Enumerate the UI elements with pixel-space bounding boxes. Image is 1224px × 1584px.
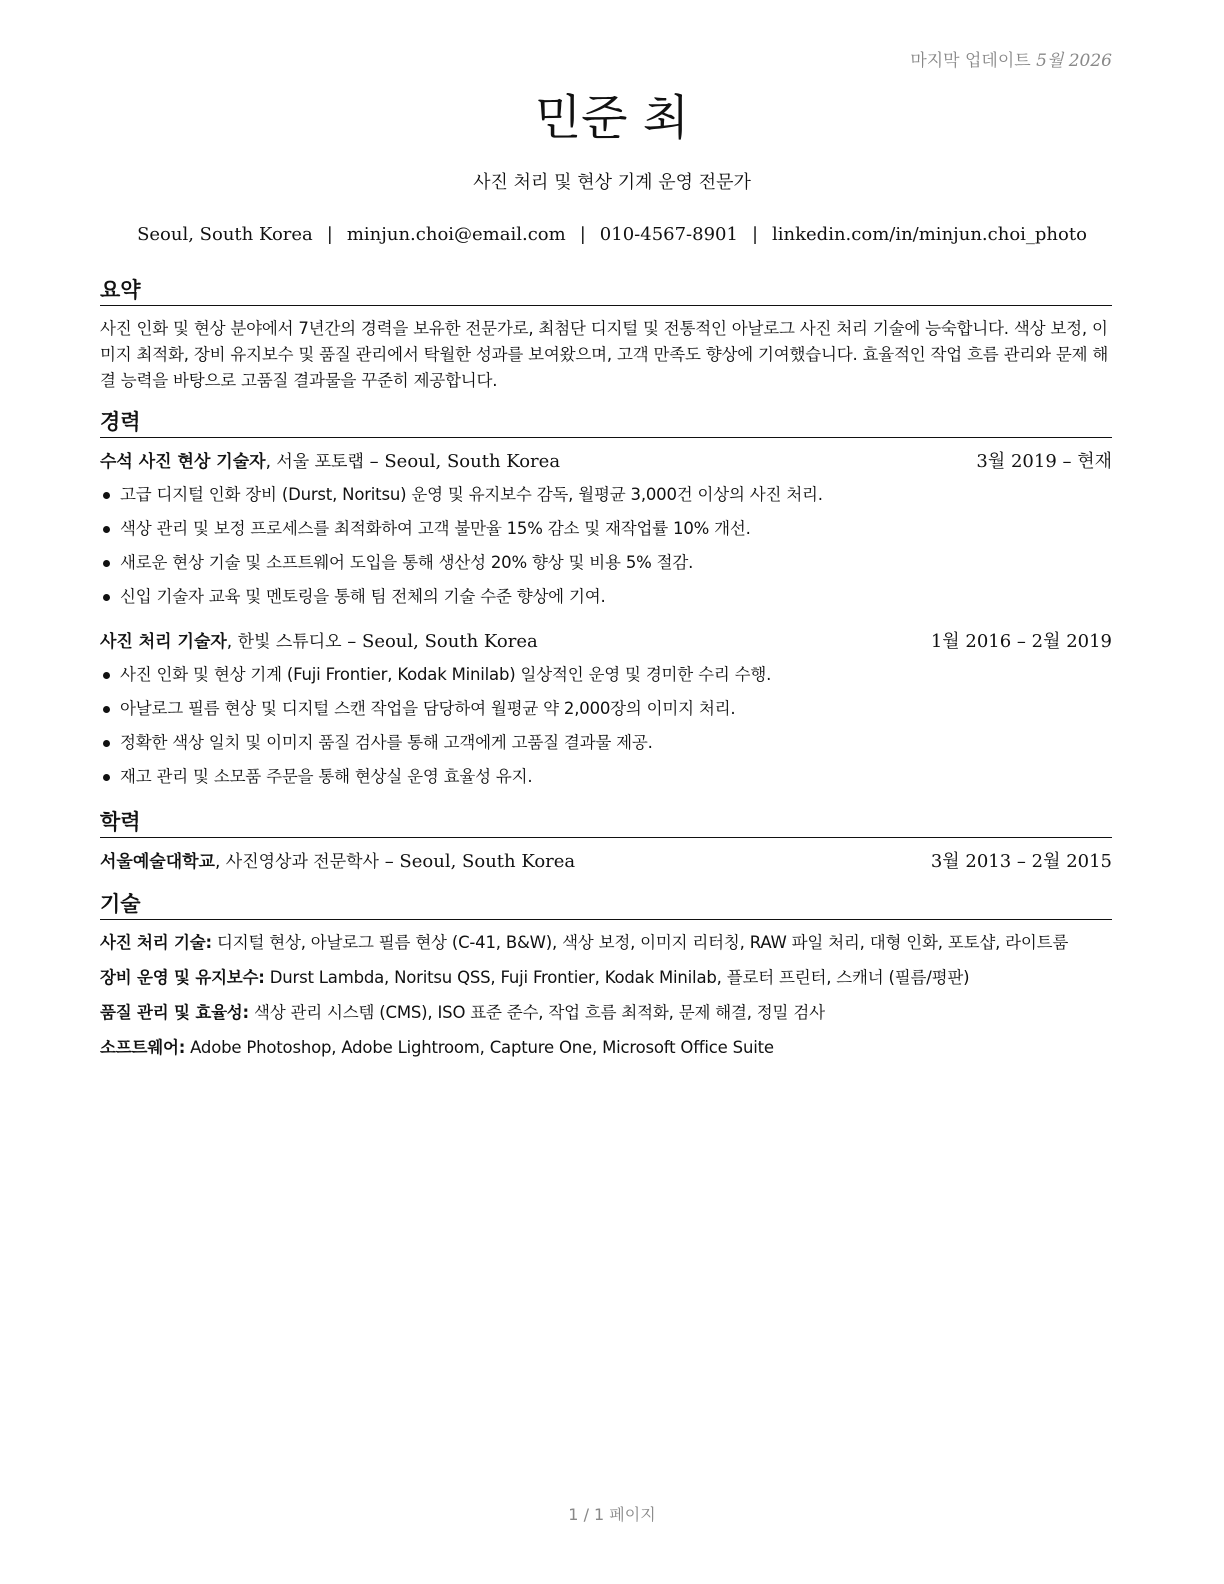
job-bullet: 새로운 현상 기술 및 소프트웨어 도입을 통해 생산성 20% 향상 및 비용 5% 절감.: [100, 546, 1112, 580]
summary-text: 사진 인화 및 현상 분야에서 7년간의 경력을 보유한 전문가로, 최첨단 디지털 및 전통적인 아날로그 사진 처리 기술에 능숙합니다. 색상 보정, 이미지 최적화, 장비 유지보수 및 품질 관리에서 탁월한 성과를 보여왔으며, 고객 만족도 향상에 기여했습니다. 효율적인 작업 흐름 관리와 문제 해결 능력을 바탕으로 고품질 결과물을 꾸준히 제공합니다.: [100, 319, 1109, 390]
contact-location: Seoul, South Korea: [137, 224, 313, 245]
skill-item: [100, 930, 1112, 956]
job-role: 사진 처리 기술자: [100, 632, 227, 652]
skill-value: 색상 관리 시스템 (CMS), ISO 표준 준수, 작업 흐름 최적화, 문제 해결, 정밀 검사: [248, 1003, 825, 1022]
contact-line: [0, 222, 1224, 248]
job-title-line: [100, 448, 560, 476]
skill-label: 소프트웨어:: [100, 1038, 186, 1057]
job-role: 수석 사진 현상 기술자: [100, 452, 266, 472]
last-updated-label: 마지막 업데이트: [910, 51, 1031, 71]
page-number: 1 / 1 페이지: [568, 1505, 656, 1524]
job-company: , 한빛 스튜디오: [226, 632, 342, 652]
job-bullet: 재고 관리 및 소모품 주문을 통해 현상실 운영 효율성 유지.: [100, 760, 1112, 794]
contact-separator: |: [326, 224, 333, 245]
last-updated-month: 5월: [1036, 51, 1064, 71]
skill-label: 품질 관리 및 효율성:: [100, 1003, 249, 1022]
job-company: , 서울 포토랩: [265, 452, 364, 472]
education-dates: 3월 2013 – 2월 2015: [930, 851, 1112, 872]
skill-value: Durst Lambda, Noritsu QSS, Fuji Frontier, Kodak Minilab, 플로터 프린터, 스캐너 (필름/평판): [264, 968, 970, 987]
experience-heading: 경력: [100, 408, 1112, 438]
job-bullet: 고급 디지털 인화 장비 (Durst, Noritsu) 운영 및 유지보수 감독, 월평균 3,000건 이상의 사진 처리.: [100, 478, 1112, 512]
contact-separator: |: [751, 224, 759, 245]
job-header: [100, 448, 1112, 476]
job-location: – Seoul, South Korea: [341, 631, 538, 652]
job-location: – Seoul, South Korea: [363, 451, 561, 472]
job-bullets: [100, 658, 1112, 794]
resume-body: [100, 276, 1112, 1070]
job-dates: 1월 2016 – 2월 2019: [930, 631, 1112, 652]
job-bullet: 사진 인화 및 현상 기계 (Fuji Frontier, Kodak Minilab) 일상적인 운영 및 경미한 수리 수행.: [100, 658, 1112, 692]
skills-heading: 기술: [100, 890, 1112, 920]
education-heading: 학력: [100, 808, 1112, 838]
job-bullets: [100, 478, 1112, 614]
job-header: [100, 628, 1112, 656]
contact-linkedin[interactable]: linkedin.com/in/minjun.choi_photo: [772, 224, 1087, 245]
candidate-name: 민준 최: [534, 90, 690, 146]
job-bullet: 신입 기술자 교육 및 멘토링을 통해 팀 전체의 기술 수준 향상에 기여.: [100, 580, 1112, 614]
education-location: – Seoul, South Korea: [378, 851, 576, 872]
job-entry: [100, 448, 1112, 614]
job-bullet: 색상 관리 및 보정 프로세스를 최적화하여 고객 불만율 15% 감소 및 재작업률 10% 개선.: [100, 512, 1112, 546]
skill-item: [100, 1035, 1112, 1061]
skill-value: Adobe Photoshop, Adobe Lightroom, Capture One, Microsoft Office Suite: [185, 1038, 774, 1057]
last-updated-year: 2026: [1068, 51, 1112, 71]
contact-separator: |: [579, 224, 586, 245]
skill-label: 사진 처리 기술:: [100, 933, 212, 952]
contact-phone[interactable]: 010-4567-8901: [599, 224, 738, 245]
summary-heading: 요약: [100, 276, 1112, 306]
candidate-tagline: 사진 처리 및 현상 기계 운영 전문가: [473, 172, 751, 193]
job-title-line: [100, 628, 538, 656]
job-bullet: 정확한 색상 일치 및 이미지 품질 검사를 통해 고객에게 고품질 결과물 제공.: [100, 726, 1112, 760]
skill-label: 장비 운영 및 유지보수:: [100, 968, 265, 987]
education-entry: [100, 848, 1112, 876]
education-degree: , 사진영상과 전문학사: [214, 852, 379, 872]
contact-email[interactable]: minjun.choi@email.com: [346, 224, 566, 245]
job-dates: 3월 2019 – 현재: [976, 451, 1112, 472]
education-line: [100, 848, 575, 876]
last-updated: [910, 46, 1112, 71]
skill-item: [100, 965, 1112, 991]
skill-value: 디지털 현상, 아날로그 필름 현상 (C-41, B&W), 색상 보정, 이미지 리터칭, RAW 파일 처리, 대형 인화, 포토샵, 라이트룸: [211, 933, 1069, 952]
job-bullet: 아날로그 필름 현상 및 디지털 스캔 작업을 담당하여 월평균 약 2,000장의 이미지 처리.: [100, 692, 1112, 726]
education-school: 서울예술대학교: [100, 852, 215, 872]
skill-item: [100, 1000, 1112, 1026]
job-entry: [100, 628, 1112, 794]
